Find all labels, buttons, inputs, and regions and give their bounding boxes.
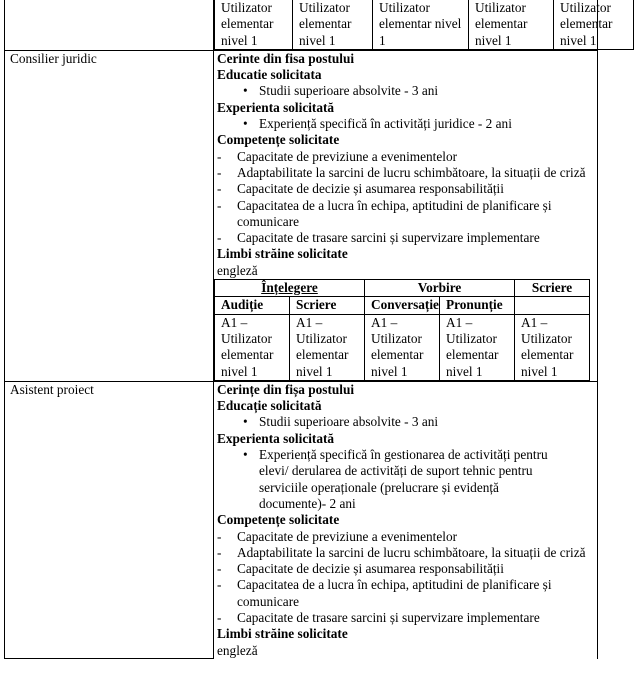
table-row-consilier-juridic [5,50,598,381]
list-item: - Capacitate de trasare sarcini și supervizare implementare [237,610,594,626]
competences-heading: Competențe solicitate [217,512,340,528]
competences-heading: Competențe solicitate [217,132,340,148]
header-vorbire: Vorbire [365,280,515,297]
requirements-heading: Cerințe din fișa postului [217,381,355,397]
languages-heading: Limbi străine solicitate [217,626,348,642]
list-item: - Adaptabilitate la sarcini de lucru schimbătoare, la situații de criză [237,165,594,181]
requirements-heading: Cerinte din fisa postului [217,50,355,66]
level-cell: Utilizator elementar nivel 1 [293,0,373,49]
education-list [217,83,594,99]
list-item: - Capacitate de decizie și asumarea responsabilității [237,181,594,197]
role-name: Asistent proiect [5,381,214,659]
requirements-cell [214,381,598,659]
list-item: - Capacitatea de a lucra în echipa, aptitudini de planificare și comunicare [237,577,594,610]
level-cell: A1 – Utilizator elementar nivel 1 [440,314,515,380]
list-item: - Capacitate de previziune a evenimentelor [237,149,594,165]
list-item: - Capacitate de trasare sarcini și supervizare implementare [237,230,594,246]
list-item: - Capacitate de previziune a evenimentelor [237,529,594,545]
experience-heading: Experienta solicitată [217,430,335,446]
requirements-cell [214,50,598,381]
competences-list [217,529,594,627]
level-cell: A1 – Utilizator elementar nivel 1 [215,314,290,380]
empty-role-cell [5,0,214,50]
continued-requirements-cell [214,0,613,50]
level-cell: Utilizator elementar nivel 1 [554,0,634,49]
competences-list [217,149,594,247]
continued-row [5,0,598,50]
list-item: - Capacitate de decizie și asumarea responsabilității [237,561,594,577]
experience-list [217,116,594,132]
header-intelegere: Înțelegere [215,280,365,297]
subheader-auditie: Audiție [215,297,290,314]
document-page [4,0,613,659]
role-name: Consilier juridic [5,50,214,381]
level-cell: A1 – Utilizator elementar nivel 1 [365,314,440,380]
list-item: • Experiență specifică în activități juridice - 2 ani [259,116,594,132]
education-heading: Educatie solicitata [217,67,322,83]
languages-heading: Limbi străine solicitate [217,246,348,262]
table-row-asistent-proiect [5,381,598,659]
subheader-pronuntie: Pronunție [440,297,515,314]
level-cell: A1 – Utilizator elementar nivel 1 [515,314,590,380]
list-item: - Capacitatea de a lucra în echipa, aptitudini de planificare și comunicare [237,198,594,231]
subheader-scriere: Scriere [290,297,365,314]
subheader-conversatie: Conversație [365,297,440,314]
level-cell: A1 – Utilizator elementar nivel 1 [290,314,365,380]
experience-list [217,447,594,512]
list-item: • Studii superioare absolvite - 3 ani [259,414,594,430]
language-value: engleză [217,642,258,658]
level-cell: Utilizator elementar nivel 1 [469,0,554,49]
language-levels-table [214,279,590,381]
job-requirements-table [4,0,613,659]
list-item: - Adaptabilitate la sarcini de lucru schimbătoare, la situații de criză [237,545,594,561]
experience-heading: Experienta solicitată [217,99,335,115]
education-heading: Educație solicitată [217,398,322,414]
header-scriere: Scriere [515,280,590,297]
education-list [217,414,594,430]
list-item: • Experiență specifică în gestionarea de activități pentru elevi/ derularea de activități de suport tehnic pentru serviciile operaționale (prelucrare și evidență documente)- 2 ani [259,447,554,512]
subheader-empty [515,297,590,314]
list-item: • Studii superioare absolvite - 3 ani [259,83,594,99]
level-cell: Utilizator elementar nivel 1 [215,0,293,49]
level-cell: Utilizator elementar nivel 1 [373,0,469,49]
language-levels-table-continued [214,0,634,50]
language-value: engleză [217,262,258,278]
